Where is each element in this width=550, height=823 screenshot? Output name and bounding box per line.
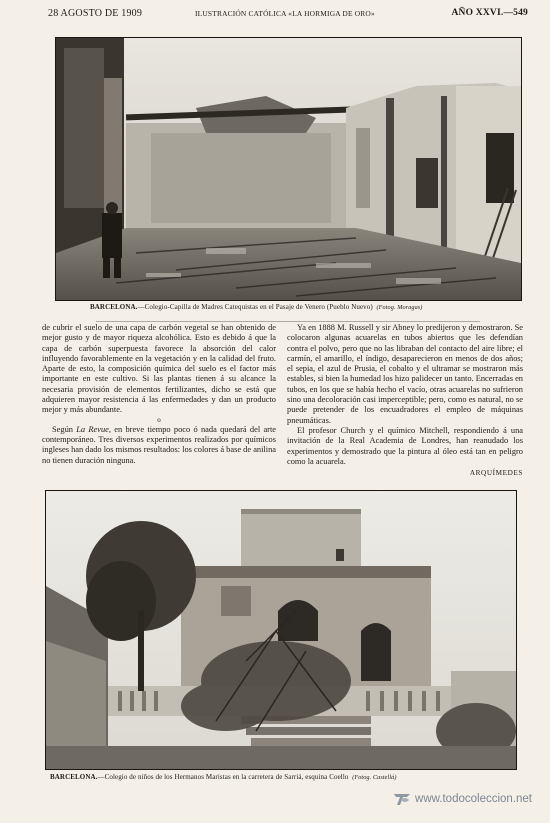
left-paragraph-1: de cubrir el suelo de una capa de carbón vegetal se han obtenido de mejor gusto y de mayor riqueza alcohólica. Esto es debido á que la capa de carbón superpuesta favorece la absorción del calor influyendo favorablemente en la vegetación y en la calidad del fruto. Aparte de esto, la composición química del suelo es el factor más importante en este cultivo. Si las plantas tienen á su alcance la necesaria provisión de elementos fertilizantes, dicho se está que adquieren mayor resistencia á las enfermedades y dan un producto mejor y más abundante. <box>42 323 276 415</box>
left-paragraph-2 <box>42 425 276 466</box>
caption-bottom-text: —Colegio de niños de los Hermanos Maristas en la carretera de Sarriá, esquina Coello <box>97 773 349 781</box>
journal-title: ILUSTRACIÓN CATÓLICA «LA HORMIGA DE ORO» <box>195 9 375 18</box>
caption-bottom-credit: (Fotog. Castellá) <box>352 774 397 781</box>
photo-marist-school <box>45 490 517 770</box>
caption-top-place: BARCELONA. <box>90 303 138 311</box>
watermark-logo-icon <box>392 791 412 807</box>
caption-bottom-photo <box>50 773 397 781</box>
issue-date: 28 AGOSTO DE 1909 <box>48 8 143 19</box>
author-signature: ARQUÍMEDES <box>469 469 523 478</box>
article-column-left <box>42 323 276 466</box>
right-paragraph-2: El profesor Church y el químico Mitchell, respondiendo á una invitación de la Real Academia de Londres, han reanudado los experimentos y demostrado que la pintura al óleo está tan en peligro como la acuarela. <box>287 425 523 466</box>
section-separator: o <box>157 415 161 424</box>
article-column-right <box>287 323 523 478</box>
running-header <box>45 8 528 24</box>
right-paragraph-1: Ya en 1888 M. Russell y sir Abney lo predijeron y demostraron. Se colocaron algunas acuarelas en tubos abiertos que les defendían contra el polvo, pero que no las libraban del contacto del aire libre; el carmín, el amarillo, el índigo, desaparecieron en menos de dos años; el sepia, el azul de Prusia, el cobalto y el ultramar se mostraron más estables, si bien la humedad los hizo palidecer un tanto. Encerradas en tubos, en los que se había hecho el vacío, otras acuarelas no sufrieron sino una decoloración casi imperceptible; pero, como es natural, no se puede pretender de los encuadradores el empleo de máquinas pneumáticas. <box>287 323 523 425</box>
source-title: La Revue <box>76 424 109 434</box>
site-watermark <box>392 791 532 807</box>
watermark-text: www.todocoleccion.net <box>415 793 532 805</box>
divider-top <box>96 321 480 322</box>
photo-burned-chapel <box>55 37 522 301</box>
left-paragraph-2-rest: , en breve tiempo poco ó nada quedará del arte contemporáneo. Tres diversos experimentos realizados por químicos ingleses han dado los mismos resultados: los colores á base de anilina no tienen duración ninguna. <box>42 424 277 465</box>
caption-top-credit: (Fotog. Moragas) <box>376 304 423 311</box>
issue-number: AÑO XXVI.—549 <box>451 8 528 18</box>
caption-bottom-place: BARCELONA. <box>50 773 98 781</box>
caption-top-text: —Colegio-Capilla de Madres Catequistas en el Pasaje de Venero (Pueblo Nuevo) <box>137 303 373 311</box>
caption-top-photo <box>90 303 422 311</box>
left-paragraph-2-lead: Según <box>52 424 77 434</box>
